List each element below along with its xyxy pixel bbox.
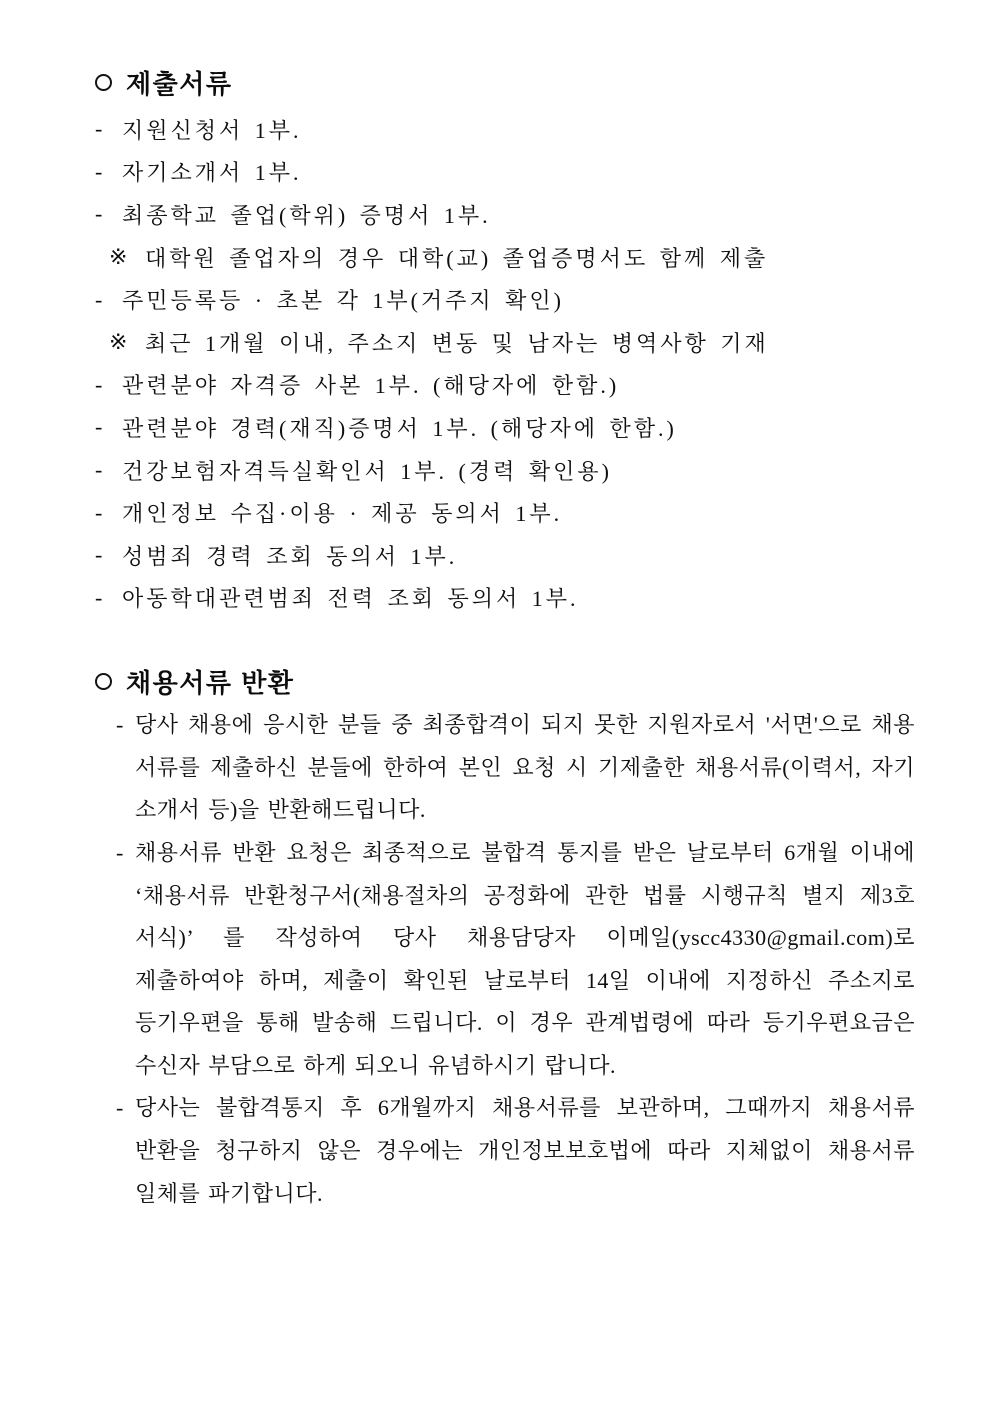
list-item-text: 최근 1개월 이내, 주소지 변동 및 남자는 병역사항 기재 bbox=[145, 330, 769, 356]
section-heading bbox=[95, 665, 915, 697]
list-item-marker: - bbox=[116, 1095, 124, 1121]
list-item-text: 대학원 졸업자의 경우 대학(교) 졸업증명서도 함께 제출 bbox=[145, 245, 769, 271]
list-item-text: 개인정보 수집·이용 · 제공 동의서 1부. bbox=[122, 501, 563, 527]
list-item bbox=[95, 406, 915, 449]
circle-bullet-icon bbox=[95, 74, 112, 91]
section-title: 채용서류 반환 bbox=[126, 667, 295, 698]
list-item-marker: - bbox=[95, 201, 103, 227]
paragraph-text: 채용서류 반환 요청은 최종적으로 불합격 통지를 받은 날로부터 6개월 이내에 ‘채용서류 반환청구서(채용절차의 공정화에 관한 법률 시행규칙 별지 제3호 서식)’ 를 작성하여 당사 채용담당자 이메일(yscc4330@gmail.com)로 제출하여야 하며, 제출이 확인된 날로부터 14일 이내에 지정하신 주소지로 등기우편을 통해 발송해 드립니다. 이 경우 관계법령에 따라 등기우편요금은 수신자 부담으로 하게 되오니 유념하시기 랍니다. bbox=[135, 839, 915, 1078]
list-item-text: 관련분야 자격증 사본 1부. (해당자에 한함.) bbox=[122, 373, 620, 399]
circle-bullet-icon bbox=[95, 673, 112, 690]
section-submission-documents bbox=[95, 66, 915, 619]
list-item-marker: - bbox=[95, 499, 103, 525]
paragraph-text: 당사 채용에 응시한 분들 중 최종합격이 되지 못한 지원자로서 '서면'으로 채용 서류를 제출하신 분들에 한하여 본인 요청 시 기제출한 채용서류(이력서, 자기 소개서 등)을 반환해드립니다. bbox=[135, 712, 915, 823]
list-item bbox=[95, 534, 915, 577]
list-item-text: 자기소개서 1부. bbox=[122, 160, 302, 186]
paragraph-item bbox=[95, 704, 915, 832]
list-item-marker: - bbox=[95, 158, 103, 184]
list-item-text: 아동학대관련범죄 전력 조회 동의서 1부. bbox=[122, 586, 579, 612]
paragraph-text: 당사는 불합격통지 후 6개월까지 채용서류를 보관하며, 그때까지 채용서류 반환을 청구하지 않은 경우에는 개인정보보호법에 따라 지체없이 채용서류 일체를 파기합니다. bbox=[135, 1095, 915, 1206]
reference-mark-icon: ※ bbox=[109, 244, 128, 270]
paragraph-item bbox=[95, 832, 915, 1088]
paragraph-item bbox=[95, 1087, 915, 1215]
list-item bbox=[95, 151, 915, 194]
list-item-marker: - bbox=[95, 542, 103, 568]
list-item bbox=[95, 278, 915, 321]
list-item-note bbox=[95, 321, 915, 364]
list-item-text: 건강보험자격득실확인서 1부. (경력 확인용) bbox=[122, 458, 612, 484]
document-return-list bbox=[95, 704, 915, 1215]
list-item-marker: - bbox=[95, 116, 103, 142]
list-item-marker: - bbox=[95, 371, 103, 397]
list-item-text: 관련분야 경력(재직)증명서 1부. (해당자에 한함.) bbox=[122, 415, 677, 441]
list-item bbox=[95, 449, 915, 492]
list-item bbox=[95, 108, 915, 151]
section-heading bbox=[95, 66, 915, 98]
list-item-marker: - bbox=[95, 286, 103, 312]
list-item-text: 주민등록등 · 초본 각 1부(거주지 확인) bbox=[122, 288, 565, 314]
list-item-marker: - bbox=[116, 839, 124, 865]
list-item-marker: - bbox=[116, 712, 124, 738]
reference-mark-icon: ※ bbox=[109, 329, 128, 355]
list-item bbox=[95, 364, 915, 407]
section-document-return bbox=[95, 665, 915, 1215]
list-item-text: 지원신청서 1부. bbox=[122, 117, 302, 143]
list-item-note bbox=[95, 236, 915, 279]
list-item-marker: - bbox=[95, 584, 103, 610]
list-item bbox=[95, 491, 915, 534]
list-item-marker: - bbox=[95, 414, 103, 440]
list-item bbox=[95, 577, 915, 620]
section-title: 제출서류 bbox=[126, 68, 233, 99]
submission-documents-list bbox=[95, 108, 915, 619]
list-item-marker: - bbox=[95, 457, 103, 483]
list-item-text: 최종학교 졸업(학위) 증명서 1부. bbox=[122, 202, 491, 228]
document-content bbox=[95, 66, 915, 1215]
list-item-text: 성범죄 경력 조회 동의서 1부. bbox=[122, 543, 458, 569]
list-item bbox=[95, 193, 915, 236]
